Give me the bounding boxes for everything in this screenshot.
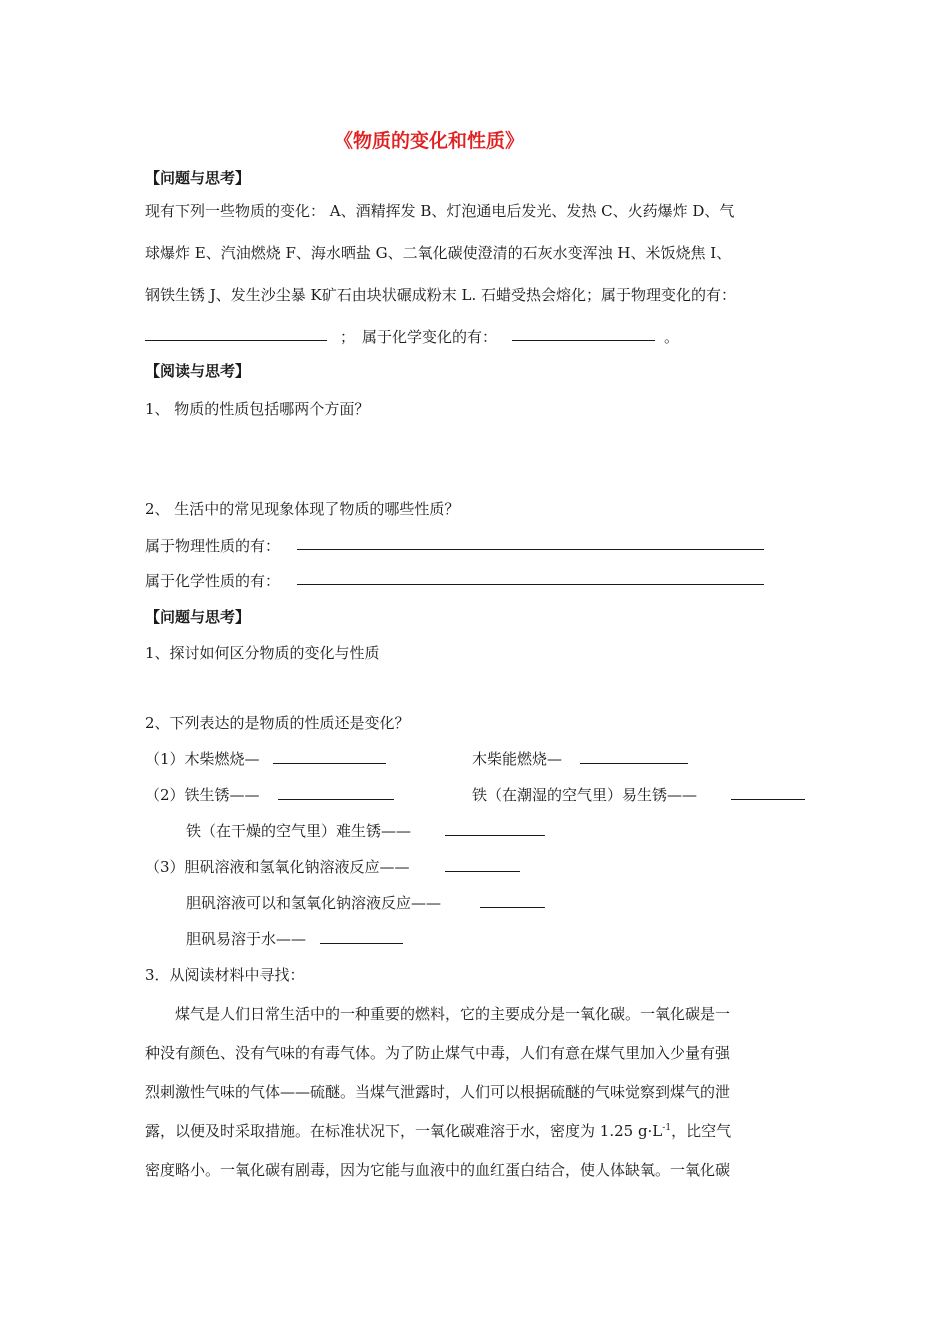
chemical-change-label: 属于化学变化的有：: [362, 328, 498, 346]
item-label: 木柴能燃烧—: [472, 750, 563, 768]
period: 。: [664, 328, 680, 346]
passage-text: ，比空气: [671, 1122, 732, 1140]
item-label: （2）铁生锈——: [145, 786, 260, 804]
question-2: 2、 生活中的常见现象体现了物质的哪些性质？: [145, 500, 460, 518]
separator: ；: [340, 328, 356, 346]
answer-blank[interactable]: [278, 784, 394, 800]
passage-line: 密度略小。一氧化碳有剧毒，因为它能与血液中的血红蛋白结合，使人体缺氧。一氧化碳: [145, 1161, 731, 1179]
superscript: -1: [662, 1123, 672, 1133]
answer-blank[interactable]: [445, 856, 520, 872]
answer-blank-chemical-change[interactable]: [512, 325, 655, 341]
answer-blank-physical-change[interactable]: [145, 325, 327, 341]
item-label: 胆矾溶液可以和氢氧化钠溶液反应——: [186, 894, 442, 912]
item-label: 铁（在干燥的空气里）难生锈——: [186, 822, 412, 840]
answer-blank[interactable]: [731, 784, 805, 800]
section-heading-2: 【阅读与思考】: [145, 362, 251, 380]
physical-property-label: 属于物理性质的有：: [145, 537, 281, 555]
answer-blank[interactable]: [320, 928, 403, 944]
item-label: 铁（在潮湿的空气里）易生锈——: [472, 786, 698, 804]
answer-blank-physical-property[interactable]: [297, 534, 764, 550]
chemical-property-label: 属于化学性质的有：: [145, 572, 281, 590]
answer-blank[interactable]: [580, 748, 688, 764]
answer-blank[interactable]: [480, 892, 545, 908]
text-line: 钢铁生锈 J、发生沙尘暴 K矿石由块状碾成粉末 L. 石蜡受热会熔化；属于物理变化的有：: [145, 286, 737, 304]
passage-line: [145, 1120, 731, 1141]
section-heading-1: 【问题与思考】: [145, 169, 251, 187]
item-label: 胆矾易溶于水——: [186, 930, 307, 948]
passage-line: 种没有颜色、没有气味的有毒气体。为了防止煤气中毒，人们有意在煤气里加入少量有强: [145, 1044, 731, 1062]
text-line: 现有下列一些物质的变化： A、酒精挥发 B、灯泡通电后发光、发热 C、火药爆炸 D、气: [145, 202, 735, 220]
passage-line: 烈刺激性气味的气体——硫醚。当煤气泄露时，人们可以根据硫醚的气味觉察到煤气的泄: [145, 1083, 731, 1101]
question-2: 2、下列表达的是物质的性质还是变化？: [145, 714, 410, 732]
question-1: 1、 物质的性质包括哪两个方面？: [145, 400, 370, 418]
answer-blank[interactable]: [273, 748, 386, 764]
item-label: （1）木柴燃烧—: [145, 750, 260, 768]
passage-line: 煤气是人们日常生活中的一种重要的燃料，它的主要成分是一氧化碳。一氧化碳是一: [175, 1005, 731, 1023]
passage-text: 露，以便及时采取措施。在标准状况下，一氧化碳难溶于水，密度为 1.25 g·L: [145, 1122, 663, 1140]
answer-blank[interactable]: [445, 820, 545, 836]
page-title: 《物质的变化和性质》: [334, 130, 525, 152]
question-3: 3．从阅读材料中寻找：: [145, 966, 305, 984]
answer-blank-chemical-property[interactable]: [297, 569, 764, 585]
item-label: （3）胆矾溶液和氢氧化钠溶液反应——: [145, 858, 410, 876]
section-heading-3: 【问题与思考】: [145, 608, 251, 626]
text-line: 球爆炸 E、汽油燃烧 F、海水晒盐 G、二氧化碳使澄清的石灰水变浑浊 H、米饭烧焦 I、: [145, 244, 732, 262]
question-1: 1、探讨如何区分物质的变化与性质: [145, 644, 380, 662]
